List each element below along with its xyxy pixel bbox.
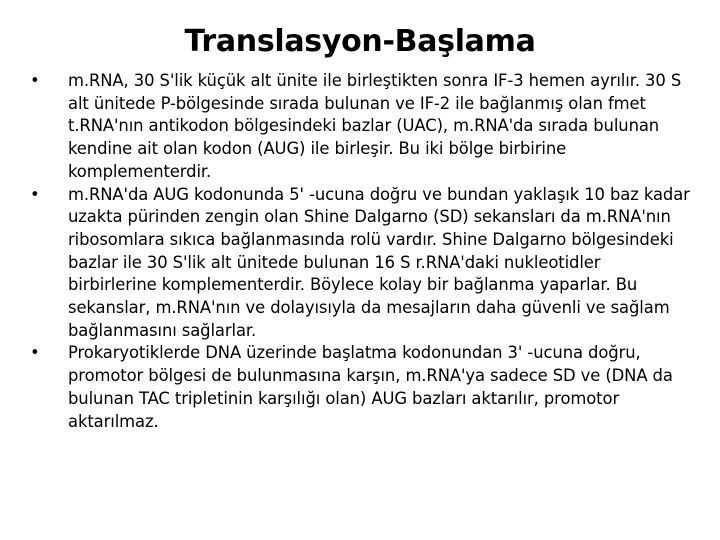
bullet-dot-icon: • bbox=[30, 71, 40, 90]
bullet-text: m.RNA'da AUG kodonunda 5' -ucuna doğru ve bundan yaklaşık 10 baz kadar uzakta pürinden zengin olan Shine Dalgarno (SD) sekansları da m.RNA'nın ribosomlara sıkıca bağlanmasında rolü vardır. Shine Dalgarno bölgesindeki bazlar ile 30 S'lik alt ünitede bulunan 16 S r.RNA'daki nukleotidler birbirlerine komplementerdir. Böylece kolay bir bağlanma yaparlar. Bu sekanslar, m.RNA'nın ve dolayısıyla da mesajların daha güvenli ve sağlam bağlanmasını sağlarlar. bbox=[68, 184, 690, 340]
bullet-item bbox=[28, 184, 693, 343]
slide-title: Translasyon-Başlama bbox=[184, 24, 536, 59]
bullet-item bbox=[28, 70, 693, 184]
bullet-text: Prokaryotiklerde DNA üzerinde başlatma kodonundan 3' -ucuna doğru, promotor bölgesi de bulunmasına karşın, m.RNA'ya sadece SD ve (DNA da bulunan TAC tripletinin karşılığı olan) AUG bazları aktarılır, promotor aktarılmaz. bbox=[68, 343, 673, 431]
bullet-dot-icon: • bbox=[30, 184, 40, 204]
bullet-text: m.RNA, 30 S'lik küçük alt ünite ile birleştikten sonra IF-3 hemen ayrılır. 30 S alt ünitede P-bölgesinde sırada bulunan ve IF-2 ile bağlanmış olan fmet t.RNA'nın antikodon bölgesindeki bazlar (UAC), m.RNA'da sırada bulunan kendine ait olan kodon (AUG) ile birleşir. Bu iki bölge birbirine komplementerdir. bbox=[68, 71, 682, 181]
bullet-list bbox=[28, 70, 693, 433]
bullet-dot-icon: • bbox=[30, 343, 40, 363]
bullet-item bbox=[28, 342, 693, 433]
